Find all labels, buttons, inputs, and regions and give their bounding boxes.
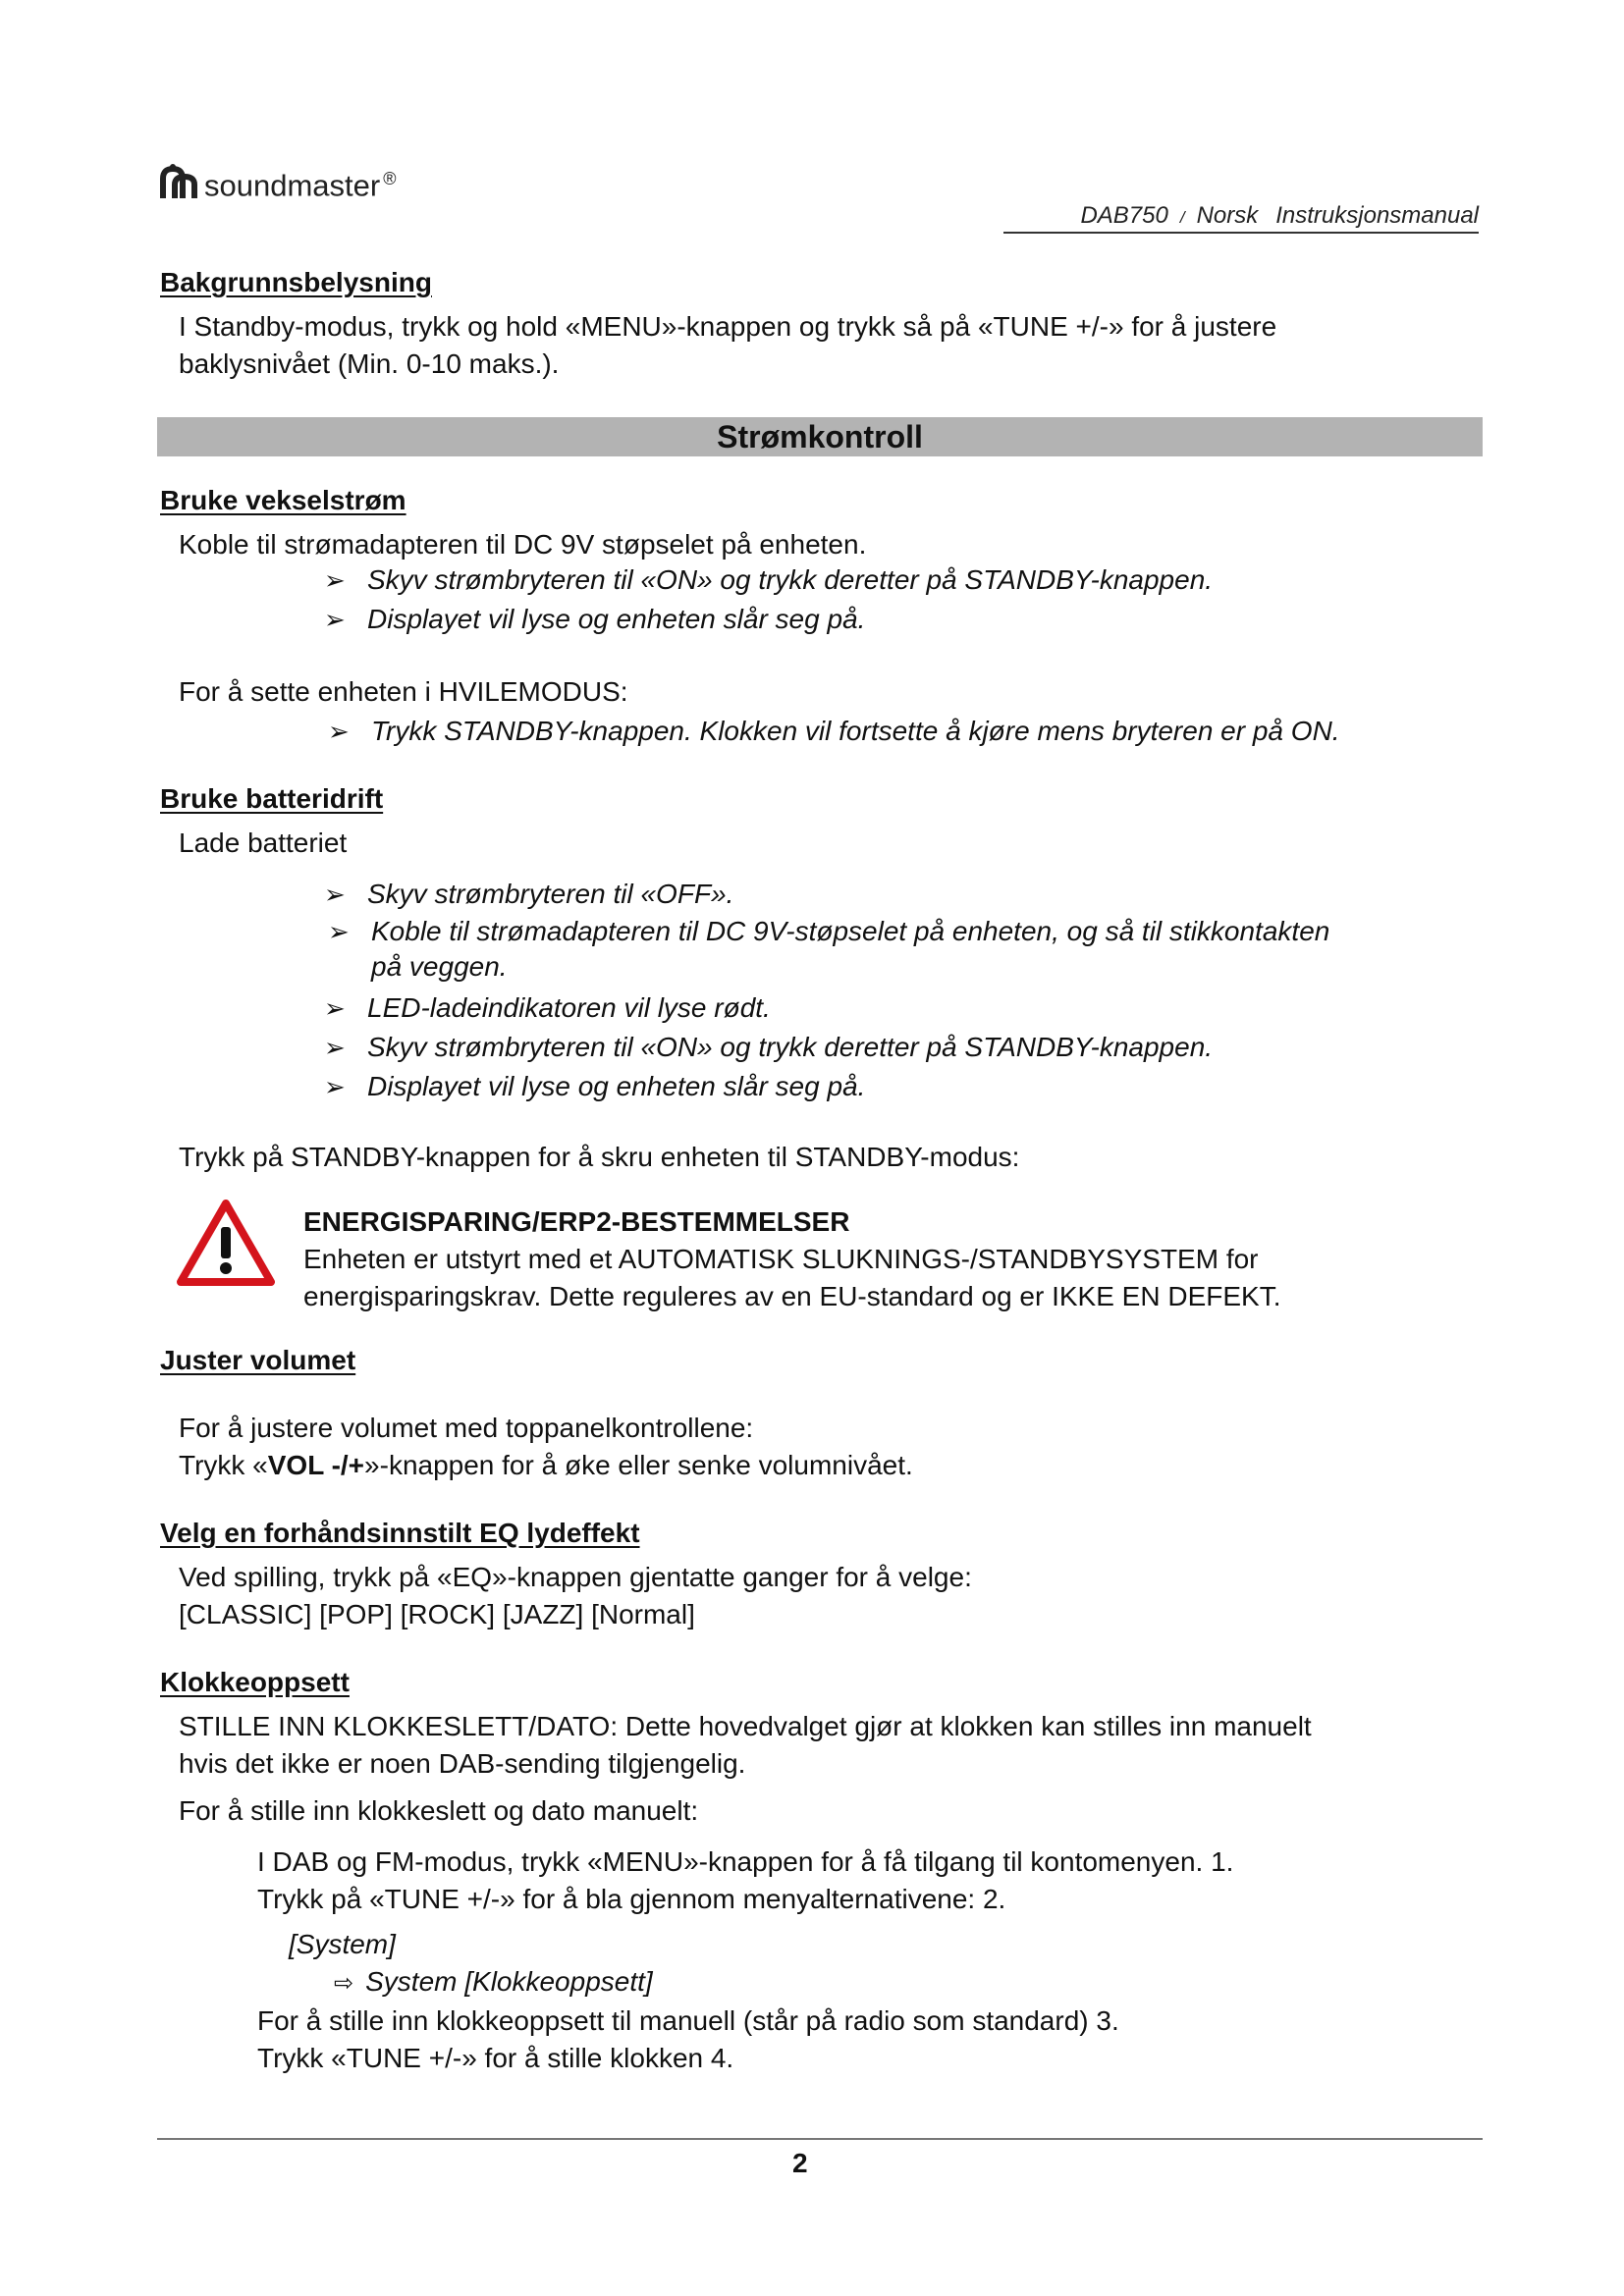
battery-bullet-2: ➢ Koble til strømadapteren til DC 9V-støpselet på enheten, og så til stikkontakten bbox=[328, 913, 1329, 950]
battery-intro: Lade batteriet bbox=[179, 828, 348, 858]
heading-battery: Bruke batteridrift bbox=[160, 783, 384, 814]
backlight-text-1: I Standby-modus, trykk og hold «MENU»-knappen og trykk så på «TUNE +/-» for å justere bbox=[179, 311, 1277, 342]
standby-mode-text: Trykk på STANDBY-knappen for å skru enheten til STANDBY-modus: bbox=[179, 1142, 1020, 1172]
energy-title: ENERGISPARING/ERP2-BESTEMMELSER bbox=[303, 1206, 850, 1237]
arrow-bullet-icon: ➢ bbox=[324, 993, 346, 1023]
language-label: Norsk bbox=[1196, 202, 1259, 229]
arrow-bullet-icon: ➢ bbox=[324, 1072, 346, 1101]
doc-type-label: Instruksjonsmanual bbox=[1275, 202, 1479, 229]
eq-options: [CLASSIC] [POP] [ROCK] [JAZZ] [Normal] bbox=[179, 1599, 695, 1629]
standby-bullet: ➢ Trykk STANDBY-knappen. Klokken vil fortsette å kjøre mens bryteren er på ON. bbox=[328, 713, 1340, 750]
ac-bullet-2: ➢ Displayet vil lyse og enheten slår seg på. bbox=[324, 601, 865, 638]
soundmaster-logo-icon bbox=[159, 163, 200, 200]
arrow-bullet-icon: ➢ bbox=[324, 605, 346, 634]
battery-bullet-5: ➢ Displayet vil lyse og enheten slår seg på. bbox=[324, 1068, 865, 1105]
brand-logo bbox=[159, 163, 396, 200]
warning-triangle-icon bbox=[177, 1200, 275, 1286]
clock-menu-item: [System] bbox=[289, 1929, 396, 1959]
battery-bullet-2-cont: på veggen. bbox=[371, 951, 508, 982]
arrow-bullet-icon: ➢ bbox=[324, 880, 346, 909]
clock-text-1: STILLE INN KLOKKESLETT/DATO: Dette hovedvalget gjør at klokken kan stilles inn manuelt bbox=[179, 1711, 1312, 1741]
standby-intro: For å sette enheten i HVILEMODUS: bbox=[179, 676, 628, 707]
arrow-bullet-icon: ➢ bbox=[324, 1033, 346, 1062]
volume-text-1: For å justere volumet med toppanelkontrollene: bbox=[179, 1413, 754, 1443]
battery-bullet-1: ➢ Skyv strømbryteren til «OFF». bbox=[324, 876, 733, 913]
heading-eq: Velg en forhåndsinnstilt EQ lydeffekt bbox=[160, 1518, 640, 1548]
hollow-arrow-icon: ⇨ bbox=[334, 1970, 354, 1997]
ac-intro: Koble til strømadapteren til DC 9V støpselet på enheten. bbox=[179, 529, 867, 560]
battery-bullet-4: ➢ Skyv strømbryteren til «ON» og trykk deretter på STANDBY-knappen. bbox=[324, 1029, 1213, 1066]
model-name: DAB750 bbox=[1080, 202, 1168, 229]
document-header bbox=[1003, 202, 1479, 234]
clock-text-2: hvis det ikke er noen DAB-sending tilgjengelig. bbox=[179, 1748, 746, 1779]
clock-step-2: Trykk på «TUNE +/-» for å bla gjennom menyalternativene: 2. bbox=[257, 1884, 1006, 1914]
clock-menu-path: ⇨ System [Klokkeoppsett] bbox=[334, 1966, 653, 1997]
clock-step-3: For å stille inn klokkeoppsett til manuell (står på radio som standard) 3. bbox=[257, 2005, 1119, 2036]
backlight-text-2: baklysnivået (Min. 0-10 maks.). bbox=[179, 348, 560, 379]
energy-text-2: energisparingskrav. Dette reguleres av en EU-standard og er IKKE EN DEFEKT. bbox=[303, 1281, 1281, 1311]
heading-backlight: Bakgrunnsbelysning bbox=[160, 267, 432, 297]
header-separator: / bbox=[1179, 208, 1185, 227]
clock-step-4: Trykk «TUNE +/-» for å stille klokken 4. bbox=[257, 2043, 734, 2073]
brand-name: soundmaster ® bbox=[204, 168, 397, 202]
ac-bullet-1: ➢ Skyv strømbryteren til «ON» og trykk deretter på STANDBY-knappen. bbox=[324, 561, 1213, 599]
footer-divider bbox=[157, 2138, 1483, 2140]
page-number: 2 bbox=[792, 2148, 808, 2178]
arrow-bullet-icon: ➢ bbox=[328, 717, 350, 746]
heading-volume: Juster volumet bbox=[160, 1345, 356, 1375]
arrow-bullet-icon: ➢ bbox=[328, 917, 350, 946]
arrow-bullet-icon: ➢ bbox=[324, 565, 346, 595]
eq-text-1: Ved spilling, trykk på «EQ»-knappen gjentatte ganger for å velge: bbox=[179, 1562, 972, 1592]
heading-clock: Klokkeoppsett bbox=[160, 1667, 350, 1697]
volume-text-2: Trykk «VOL -/+»-knappen for å øke eller senke volumnivået. bbox=[179, 1450, 913, 1480]
clock-manual-intro: For å stille inn klokkeslett og dato manuelt: bbox=[179, 1795, 699, 1826]
energy-text-1: Enheten er utstyrt med et AUTOMATISK SLUKNINGS-/STANDBYSYSTEM for bbox=[303, 1244, 1259, 1274]
battery-bullet-3: ➢ LED-ladeindikatoren vil lyse rødt. bbox=[324, 989, 771, 1027]
section-band-power: Strømkontroll bbox=[157, 417, 1483, 456]
heading-ac-power: Bruke vekselstrøm bbox=[160, 485, 406, 515]
clock-step-1: I DAB og FM-modus, trykk «MENU»-knappen for å få tilgang til kontomenyen. 1. bbox=[257, 1846, 1234, 1877]
